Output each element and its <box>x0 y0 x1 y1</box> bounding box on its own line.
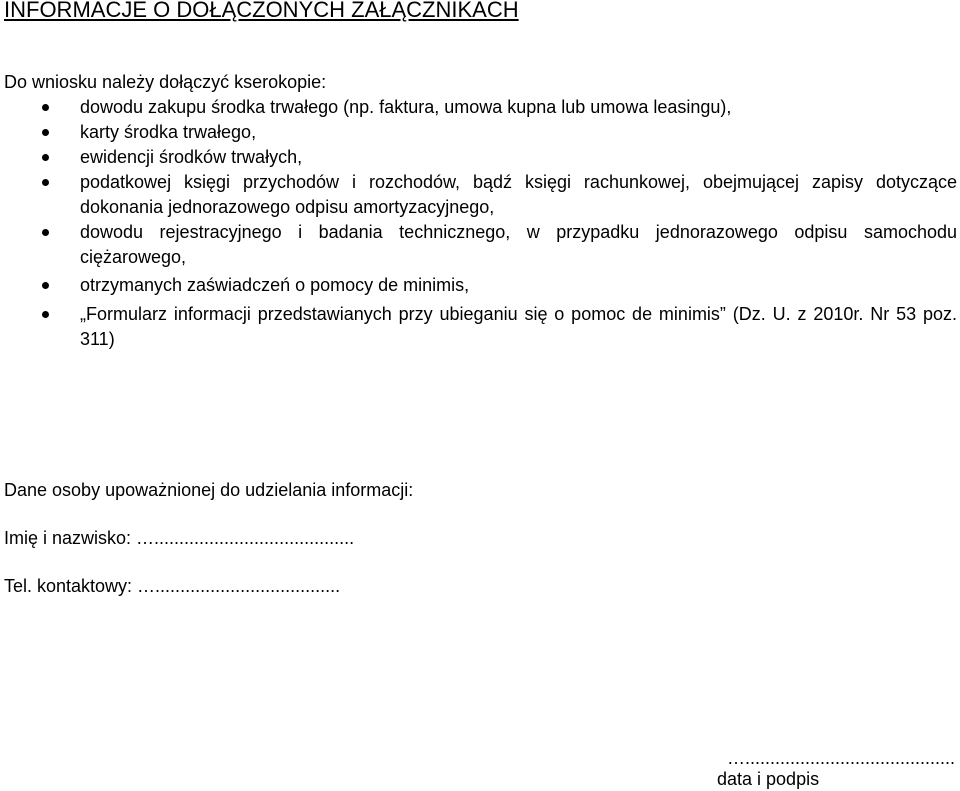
bullet-icon <box>42 282 49 289</box>
list-item-text: ewidencji środków trwałych, <box>80 147 303 167</box>
list-item <box>0 120 960 145</box>
document-title: INFORMACJE O DOŁĄCZONYCH ZAŁĄCZNIKACH <box>4 0 519 22</box>
bullet-icon <box>42 179 49 186</box>
bullet-icon <box>42 104 49 111</box>
list-item <box>0 273 960 298</box>
attachments-list <box>0 95 960 352</box>
list-item-text: „Formularz informacji przedstawianych przy ubieganiu się o pomoc de minimis” (Dz. U. z 2010r. Nr 53 poz. 311) <box>80 304 957 349</box>
name-field[interactable]: Imię i nazwisko: …........................................ <box>4 528 355 548</box>
list-item <box>0 145 960 170</box>
authorized-person-heading: Dane osoby upoważnionej do udzielania informacji: <box>4 480 414 500</box>
list-item-text: podatkowej księgi przychodów i rozchodów, bądź księgi rachunkowej, obejmującej zapisy dotyczące dokonania jednorazowego odpisu amortyzacyjnego, <box>80 172 957 217</box>
list-item-text: dowodu rejestracyjnego i badania technicznego, w przypadku jednorazowego odpisu samochodu ciężarowego, <box>80 222 957 267</box>
list-item <box>0 95 960 120</box>
phone-field[interactable]: Tel. kontaktowy: …..................................... <box>4 576 341 596</box>
list-item <box>0 170 960 220</box>
list-item <box>0 220 960 270</box>
bullet-icon <box>42 229 49 236</box>
list-item-text: karty środka trwałego, <box>80 122 257 142</box>
bullet-icon <box>42 311 49 318</box>
list-item <box>0 302 960 352</box>
signature-label: data i podpis <box>717 769 820 789</box>
list-item-text: dowodu zakupu środka trwałego (np. faktura, umowa kupna lub umowa leasingu), <box>80 97 732 117</box>
bullet-icon <box>42 154 49 161</box>
attachments-intro: Do wniosku należy dołączyć kserokopie: <box>4 72 327 92</box>
list-item-text: otrzymanych zaświadczeń o pomocy de minimis, <box>80 275 470 295</box>
signature-line[interactable]: ….......................................... <box>726 748 955 768</box>
bullet-icon <box>42 129 49 136</box>
